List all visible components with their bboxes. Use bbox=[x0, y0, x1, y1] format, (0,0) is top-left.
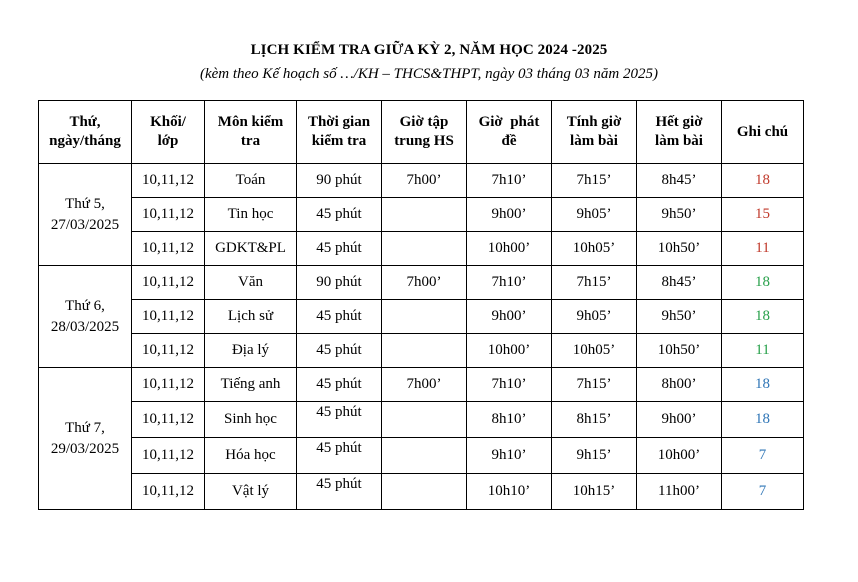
grade-cell: 10,11,12 bbox=[132, 266, 205, 300]
table-row bbox=[39, 438, 804, 474]
header-distribute bbox=[467, 101, 552, 164]
note-cell: 18 bbox=[722, 368, 804, 402]
note-cell: 15 bbox=[722, 198, 804, 232]
day-label: Thứ 7, bbox=[65, 419, 105, 436]
end-time-cell: 10h00’ bbox=[637, 438, 722, 474]
distribute-time-cell: 7h10’ bbox=[467, 266, 552, 300]
table-row bbox=[39, 334, 804, 368]
header-start bbox=[552, 101, 637, 164]
gather-time-cell: 7h00’ bbox=[382, 164, 467, 198]
duration-cell: 45 phút bbox=[297, 474, 382, 510]
grade-cell: 10,11,12 bbox=[132, 438, 205, 474]
subject-cell: Sinh học bbox=[205, 402, 297, 438]
document-subtitle: (kèm theo Kế hoạch số …/KH – THCS&THPT, ngày 03 tháng 03 năm 2025) bbox=[199, 66, 659, 82]
header-subject-line2: tra bbox=[240, 133, 261, 149]
grade-cell: 10,11,12 bbox=[132, 164, 205, 198]
end-time-cell: 8h00’ bbox=[637, 368, 722, 402]
header-row bbox=[39, 101, 804, 164]
day-date: 29/03/2025 bbox=[50, 440, 120, 457]
gather-time-cell bbox=[382, 232, 467, 266]
day-cell bbox=[39, 266, 132, 368]
start-time-cell: 10h05’ bbox=[552, 232, 637, 266]
end-time-cell: 9h00’ bbox=[637, 402, 722, 438]
subject-cell: Tin học bbox=[205, 198, 297, 232]
header-duration-line2: kiểm tra bbox=[311, 133, 367, 149]
grade-cell: 10,11,12 bbox=[132, 232, 205, 266]
note-cell: 18 bbox=[722, 266, 804, 300]
duration-cell: 45 phút bbox=[297, 300, 382, 334]
gather-time-cell bbox=[382, 198, 467, 232]
header-gather bbox=[382, 101, 467, 164]
grade-cell: 10,11,12 bbox=[132, 300, 205, 334]
header-grade-line2: lớp bbox=[157, 133, 179, 149]
start-time-cell: 9h05’ bbox=[552, 300, 637, 334]
subject-cell: Toán bbox=[205, 164, 297, 198]
start-time-cell: 9h15’ bbox=[552, 438, 637, 474]
header-gather-line2: trung HS bbox=[394, 133, 454, 149]
gather-time-cell bbox=[382, 300, 467, 334]
header-distribute-line2: đề bbox=[501, 133, 517, 149]
gather-time-cell: 7h00’ bbox=[382, 266, 467, 300]
grade-cell: 10,11,12 bbox=[132, 368, 205, 402]
end-time-cell: 8h45’ bbox=[637, 164, 722, 198]
document-title: LỊCH KIỂM TRA GIỮA KỲ 2, NĂM HỌC 2024 -2025 bbox=[250, 42, 608, 58]
end-time-cell: 10h50’ bbox=[637, 232, 722, 266]
note-cell: 7 bbox=[722, 438, 804, 474]
distribute-time-cell: 10h10’ bbox=[467, 474, 552, 510]
distribute-time-cell: 10h00’ bbox=[467, 232, 552, 266]
header-day-line2: ngày/tháng bbox=[49, 133, 121, 149]
header-duration bbox=[297, 101, 382, 164]
day-label: Thứ 6, bbox=[65, 297, 105, 314]
subject-cell: Tiếng anh bbox=[205, 368, 297, 402]
start-time-cell: 7h15’ bbox=[552, 368, 637, 402]
distribute-time-cell: 8h10’ bbox=[467, 402, 552, 438]
distribute-time-cell: 7h10’ bbox=[467, 368, 552, 402]
subject-cell: Hóa học bbox=[205, 438, 297, 474]
header-start-line2: làm bài bbox=[570, 133, 618, 149]
duration-cell: 45 phút bbox=[297, 368, 382, 402]
note-cell: 18 bbox=[722, 402, 804, 438]
distribute-time-cell: 9h00’ bbox=[467, 198, 552, 232]
distribute-time-cell: 10h00’ bbox=[467, 334, 552, 368]
start-time-cell: 10h05’ bbox=[552, 334, 637, 368]
day-label: Thứ 5, bbox=[65, 195, 105, 212]
duration-cell: 45 phút bbox=[297, 334, 382, 368]
header-distribute-line1: Giờ phát bbox=[478, 114, 540, 130]
header-grade-line1: Khối/ bbox=[150, 114, 186, 130]
header-end bbox=[637, 101, 722, 164]
note-cell: 11 bbox=[722, 334, 804, 368]
start-time-cell: 9h05’ bbox=[552, 198, 637, 232]
gather-time-cell bbox=[382, 334, 467, 368]
header-end-line1: Hết giờ bbox=[655, 114, 703, 130]
grade-cell: 10,11,12 bbox=[132, 402, 205, 438]
note-cell: 18 bbox=[722, 300, 804, 334]
gather-time-cell: 7h00’ bbox=[382, 368, 467, 402]
start-time-cell: 7h15’ bbox=[552, 266, 637, 300]
table-row bbox=[39, 198, 804, 232]
day-date: 28/03/2025 bbox=[50, 318, 120, 335]
distribute-time-cell: 9h10’ bbox=[467, 438, 552, 474]
gather-time-cell bbox=[382, 438, 467, 474]
table-row bbox=[39, 164, 804, 198]
grade-cell: 10,11,12 bbox=[132, 474, 205, 510]
header-gather-line1: Giờ tập bbox=[399, 114, 449, 130]
subject-cell: Lịch sử bbox=[205, 300, 297, 334]
day-cell bbox=[39, 368, 132, 510]
grade-cell: 10,11,12 bbox=[132, 198, 205, 232]
table-row bbox=[39, 402, 804, 438]
duration-cell: 45 phút bbox=[297, 232, 382, 266]
gather-time-cell bbox=[382, 474, 467, 510]
duration-cell: 45 phút bbox=[297, 402, 382, 438]
note-cell: 18 bbox=[722, 164, 804, 198]
start-time-cell: 10h15’ bbox=[552, 474, 637, 510]
end-time-cell: 11h00’ bbox=[637, 474, 722, 510]
start-time-cell: 8h15’ bbox=[552, 402, 637, 438]
header-grade bbox=[132, 101, 205, 164]
duration-cell: 90 phút bbox=[297, 164, 382, 198]
header-day-line1: Thứ, bbox=[69, 114, 101, 130]
table-row bbox=[39, 474, 804, 510]
gather-time-cell bbox=[382, 402, 467, 438]
subject-cell: Địa lý bbox=[205, 334, 297, 368]
header-start-line1: Tính giờ bbox=[566, 114, 622, 130]
subject-cell: GDKT&PL bbox=[205, 232, 297, 266]
table-row bbox=[39, 300, 804, 334]
schedule-body bbox=[39, 164, 804, 510]
distribute-time-cell: 9h00’ bbox=[467, 300, 552, 334]
exam-schedule-table bbox=[38, 100, 804, 510]
day-date: 27/03/2025 bbox=[50, 216, 120, 233]
distribute-time-cell: 7h10’ bbox=[467, 164, 552, 198]
end-time-cell: 8h45’ bbox=[637, 266, 722, 300]
table-row bbox=[39, 368, 804, 402]
end-time-cell: 9h50’ bbox=[637, 300, 722, 334]
header-subject bbox=[205, 101, 297, 164]
table-row bbox=[39, 266, 804, 300]
header-duration-line1: Thời gian bbox=[307, 114, 371, 130]
end-time-cell: 10h50’ bbox=[637, 334, 722, 368]
note-cell: 7 bbox=[722, 474, 804, 510]
header-end-line2: làm bài bbox=[655, 133, 703, 149]
grade-cell: 10,11,12 bbox=[132, 334, 205, 368]
subject-cell: Văn bbox=[205, 266, 297, 300]
table-row bbox=[39, 232, 804, 266]
day-cell bbox=[39, 164, 132, 266]
subject-cell: Vật lý bbox=[205, 474, 297, 510]
header-note: Ghi chú bbox=[722, 101, 804, 164]
duration-cell: 90 phút bbox=[297, 266, 382, 300]
header-day bbox=[39, 101, 132, 164]
end-time-cell: 9h50’ bbox=[637, 198, 722, 232]
duration-cell: 45 phút bbox=[297, 198, 382, 232]
note-cell: 11 bbox=[722, 232, 804, 266]
start-time-cell: 7h15’ bbox=[552, 164, 637, 198]
duration-cell: 45 phút bbox=[297, 438, 382, 474]
header-subject-line1: Môn kiểm bbox=[217, 114, 284, 130]
